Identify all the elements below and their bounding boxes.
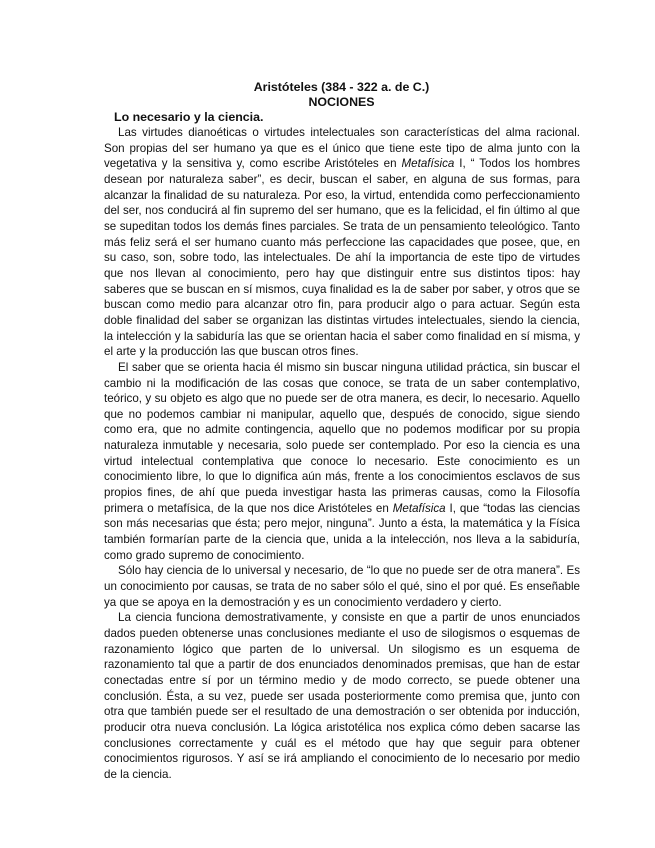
paragraph-italic-title: Metafísica xyxy=(392,501,446,515)
document-title-block xyxy=(0,80,655,110)
paragraph xyxy=(104,563,580,610)
paragraph-text: La ciencia funciona demostrativamente, y consiste en que a partir de unos enunciados dados pueden obtenerse unas conclusiones mediante el uso de silogismos o esquemas de razonamiento lógico que parten de lo universal. Un silogismo es un esquema de razonamiento tal que a partir de dos enunciados denominados premisas, que han de estar conectadas entre sí por un término medio y de modo correcto, se puede obtener una conclusión. Ésta, a su vez, puede ser usada posteriormente como premisa que, junto con otra que también puede ser el resultado de una demostración o ser obtenida por inducción, producir otra nueva conclusión. La lógica aristotélica nos explica cómo deben sacarse las conclusiones correctamente y cuál es el método que hay que seguir para obtener conocimientos rigurosos. Y así se irá ampliando el conocimiento de lo necesario por medio de la ciencia. xyxy=(104,611,580,781)
document-subtitle: NOCIONES xyxy=(308,95,375,109)
section-heading: Lo necesario y la ciencia. xyxy=(114,110,264,124)
paragraph-text: I, “ Todos los hombres desean por naturaleza saber”, es decir, buscan el saber, en alguna de sus formas, para alcanzar la finalidad de su naturaleza. Por eso, la virtud, entendida como perfeccionamiento del ser, nos conducirá al fin supremo del ser humano, que es la felicidad, el fin último al que se supeditan todos los demás fines parciales. Se trata de un pensamiento teleológico. Tanto más feliz será el ser humano cuanto más perfeccione las capacidades que posee, que, en su caso, son, sobre todo, las intelectuales. De ahí la importancia de este tipo de virtudes que nos llevan al conocimiento, pero hay que distinguir entre sus distintos tipos: hay saberes que se buscan en sí mismos, cuya finalidad es la de saber por saber, y otros que se buscan como medio para alcanzar otro fin, para producir algo o para actuar. Según esta doble finalidad del saber se organizan las distintas virtudes intelectuales, siendo la ciencia, la intelección y la sabiduría las que se orientan hacia el saber como finalidad en sí misma, y el arte y la producción las que buscan otros fines. xyxy=(104,157,580,359)
paragraph xyxy=(104,360,580,564)
paragraph xyxy=(104,610,580,782)
paragraph-text: El saber que se orienta hacia él mismo sin buscar ninguna utilidad práctica, sin buscar el cambio ni la modificación de las cosas que conoce, se trata de un saber contemplativo, teórico, y su objeto es algo que no puede ser de otra manera, es decir, lo necesario. Aquello que no podemos cambiar ni manipular, aquello que, después de conocido, sigue siendo como era, que no admite contingencia, aquello que no podemos modificar por su propia naturaleza inmutable y necesaria, solo puede ser contemplado. Por eso la ciencia es una virtud intelectual contemplativa que conoce lo necesario. Este conocimiento es un conocimiento libre, lo que lo dignifica aún más, frente a los conocimientos esclavos de sus propios fines, de ahí que pueda investigar hasta las primeras causas, como la Filosofía primera o metafísica, de la que nos dice Aristóteles en xyxy=(104,360,580,515)
paragraph-italic-title: Metafísica xyxy=(401,157,455,171)
document-body xyxy=(104,125,580,783)
paragraph xyxy=(104,125,580,360)
paragraph-text: Sólo hay ciencia de lo universal y necesario, de “lo que no puede ser de otra manera”. Es un conocimiento por causas, se trata de no saber sólo el qué, sino el por qué. Es enseñable ya que se apoya en la demostración y es un conocimiento verdadero y cierto. xyxy=(104,564,580,609)
document-title: Aristóteles (384 - 322 a. de C.) xyxy=(253,80,430,94)
paragraph-text: I, que “todas las ciencias son más necesarias que ésta; pero mejor, ninguna”. Junto a ésta, la matemática y la Física también formarían parte de la ciencia que, unida a la intelección, nos lleva a la sabiduría, como grado supremo de conocimiento. xyxy=(104,501,580,562)
paragraph-text: Las virtudes dianoéticas o virtudes intelectuales son características del alma racional. Son propias del ser humano ya que es el único que tiene este tipo de alma junto con la vegetativa y la sensitiva y, como escribe Aristóteles en xyxy=(104,126,580,171)
